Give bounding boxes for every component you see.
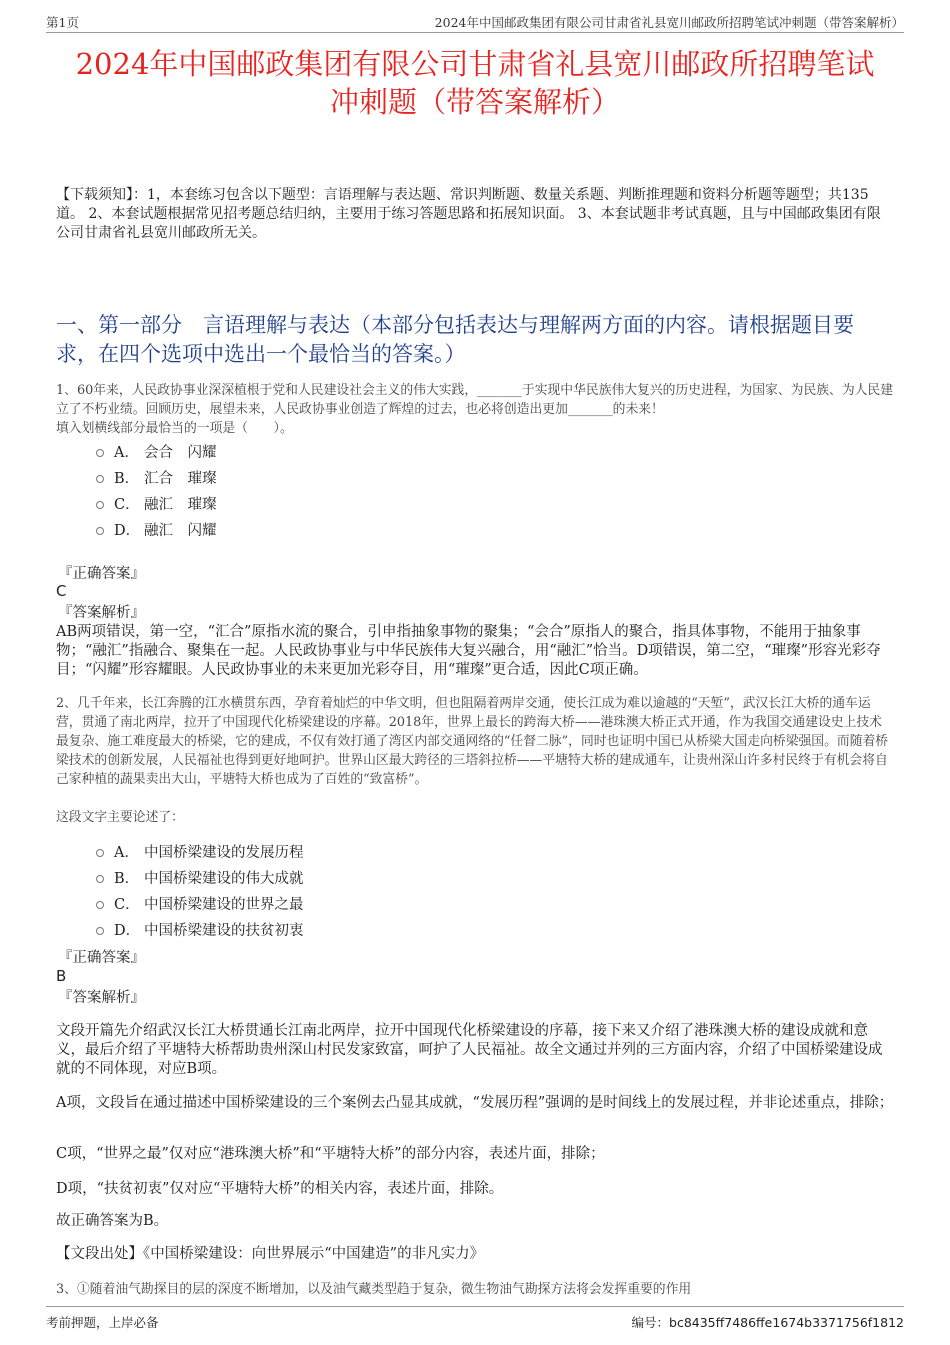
option-text: 汇合 璀璨 — [144, 471, 217, 487]
option-letter: D． — [114, 923, 141, 939]
radio-icon[interactable] — [96, 927, 104, 935]
radio-icon[interactable] — [96, 449, 104, 457]
option-letter: B． — [114, 871, 140, 887]
option-letter: D． — [114, 523, 141, 539]
footer-slogan: 考前押题，上岸必备 — [46, 1315, 159, 1330]
question-2-prompt: 这段文字主要论述了： — [56, 810, 184, 825]
question-2-analysis-2: A项，文段旨在通过描述中国桥梁建设的三个案例去凸显其成就，“发展历程”强调的是时间线上的发展过程，并非论述重点，排除； — [56, 1095, 894, 1111]
option-letter: A． — [114, 445, 139, 461]
question-2-analysis-3: C项，“世界之最”仅对应“港珠澳大桥”和“平塘特大桥”的部分内容，表述片面，排除； — [56, 1146, 605, 1162]
option-letter: B． — [114, 471, 140, 487]
option-text: 会合 闪耀 — [144, 445, 217, 461]
question-1-text: 1、60年来，人民政协事业深深植根于党和人民建设社会主义的伟大实践，_______于实现中华民族伟大复兴的历史进程，为国家、为民族、为人民建立了不朽业绩。回顾历史，展望未来，人民政协事业创造了辉煌的过去，也必将创造出更加_______的未来！ — [56, 383, 894, 417]
page-header — [46, 10, 904, 33]
option-letter: C． — [114, 497, 140, 513]
section-heading: 一、第一部分 言语理解与表达（本部分包括表达与理解两方面的内容。请根据题目要求，在四个选项中选出一个最恰当的答案。） — [56, 313, 854, 366]
question-2 — [56, 694, 894, 789]
header-doc-title: 2024年中国邮政集团有限公司甘肃省礼县宽川邮政所招聘笔试冲刺题（带答案解析） — [434, 15, 904, 30]
question-2-analysis-1: 文段开篇先介绍武汉长江大桥贯通长江南北两岸，拉开中国现代化桥梁建设的序幕，接下来又介绍了港珠澳大桥的建设成就和意义，最后介绍了平塘特大桥帮助贵州深山村民发家致富，呵护了人民福祉。故全文通过并列的三方面内容，介绍了中国桥梁建设成就的不同体现，对应B项。 — [56, 1023, 883, 1077]
option-c[interactable] — [96, 492, 217, 518]
question-2-text: 2、几千年来，长江奔腾的江水横贯东西，孕育着灿烂的中华文明，但也阻隔着两岸交通，使长江成为难以逾越的“天堑”，武汉长江大桥的通车运营，贯通了南北两岸，拉开了中国现代化桥梁建设的序幕。2018年，世界上最长的跨海大桥——港珠澳大桥正式开通，作为我国交通建设史上技术最复杂、施工难度最大的桥梁，它的建成，不仅有效打通了湾区内部交通网络的“任督二脉”，同时也证明中国已从桥梁大国走向桥梁强国。而随着桥梁技术的创新发展，人民福祉也得到更好地呵护。世界山区最大跨径的三塔斜拉桥——平塘特大桥的建成通车，让贵州深山许多村民终于有机会将自己家种植的蔬果卖出大山，平塘特大桥也成为了百姓的“致富桥”。 — [56, 696, 889, 787]
analysis-label: 『答案解析』 — [58, 990, 145, 1006]
option-text: 中国桥梁建设的扶贫初衷 — [144, 923, 304, 939]
title-line-1: 2024年中国邮政集团有限公司甘肃省礼县宽川邮政所招聘笔试 — [75, 47, 875, 81]
option-letter: C． — [114, 897, 140, 913]
option-text: 中国桥梁建设的世界之最 — [144, 897, 304, 913]
question-1 — [56, 381, 894, 438]
page-number: 第1页 — [46, 15, 79, 30]
radio-icon[interactable] — [96, 501, 104, 509]
option-text: 中国桥梁建设的发展历程 — [144, 845, 304, 861]
title-line-2: 冲刺题（带答案解析） — [329, 85, 620, 119]
question-1-analysis: AB两项错误，第一空，“汇合”原指水流的聚合，引申指抽象事物的聚集；“会合”原指人的聚合，指具体事物，不能用于抽象事物；“融汇”指融合、聚集在一起。人民政协事业与中华民族伟大复兴融合，用“融汇”恰当。D项错误，第二空，“璀璨”形容光彩夺目；“闪耀”形容耀眼。人民政协事业的未来更加光彩夺目，用“璀璨”更合适，因此C项正确。 — [56, 624, 881, 678]
radio-icon[interactable] — [96, 475, 104, 483]
radio-icon[interactable] — [96, 901, 104, 909]
code-label: 编号： — [631, 1315, 670, 1330]
document-title — [46, 45, 904, 121]
option-a[interactable] — [96, 840, 304, 866]
option-a[interactable] — [96, 440, 217, 466]
radio-icon[interactable] — [96, 875, 104, 883]
option-text: 融汇 璀璨 — [144, 497, 217, 513]
analysis-label: 『答案解析』 — [58, 605, 145, 621]
radio-icon[interactable] — [96, 527, 104, 535]
option-b[interactable] — [96, 466, 217, 492]
question-1-options — [96, 440, 217, 544]
question-2-analysis-4: D项，“扶贫初衷”仅对应“平塘特大桥”的相关内容，表述片面，排除。 — [56, 1181, 504, 1197]
correct-answer-label: 『正确答案』 — [58, 950, 145, 966]
question-3-text: 3、①随着油气勘探目的层的深度不断增加，以及油气藏类型趋于复杂，微生物油气勘探方法将会发挥重要的作用 — [56, 1282, 692, 1297]
question-2-options — [96, 840, 304, 944]
code-value: bc8435ff7486ffe1674b3371756f1812 — [669, 1315, 904, 1330]
option-b[interactable] — [96, 866, 304, 892]
option-d[interactable] — [96, 918, 304, 944]
correct-answer-label: 『正确答案』 — [58, 566, 145, 582]
option-text: 融汇 闪耀 — [144, 523, 217, 539]
footer-code — [632, 1313, 905, 1331]
page-footer — [46, 1306, 904, 1330]
option-c[interactable] — [96, 892, 304, 918]
option-d[interactable] — [96, 518, 217, 544]
option-text: 中国桥梁建设的伟大成就 — [144, 871, 304, 887]
radio-icon[interactable] — [96, 849, 104, 857]
download-notice: 【下载须知】：1，本套练习包含以下题型：言语理解与表达题、常识判断题、数量关系题、判断推理题和资料分析题等题型；共135道。 2、本套试题根据常见招考题总结归纳，主要用于练习答题思路和拓展知识面。 3、本套试题非考试真题，且与中国邮政集团有限公司甘肃省礼县宽川邮政所无关。 — [56, 187, 881, 241]
question-1-answer: C — [56, 582, 67, 600]
option-letter: A． — [114, 845, 139, 861]
question-1-prompt: 填入划横线部分最恰当的一项是（ ）。 — [56, 421, 293, 436]
question-2-analysis-5: 故正确答案为B。 — [56, 1213, 169, 1229]
question-2-source: 【文段出处】《中国桥梁建设：向世界展示“中国建造”的非凡实力》 — [56, 1246, 485, 1262]
question-2-answer: B — [56, 967, 67, 985]
